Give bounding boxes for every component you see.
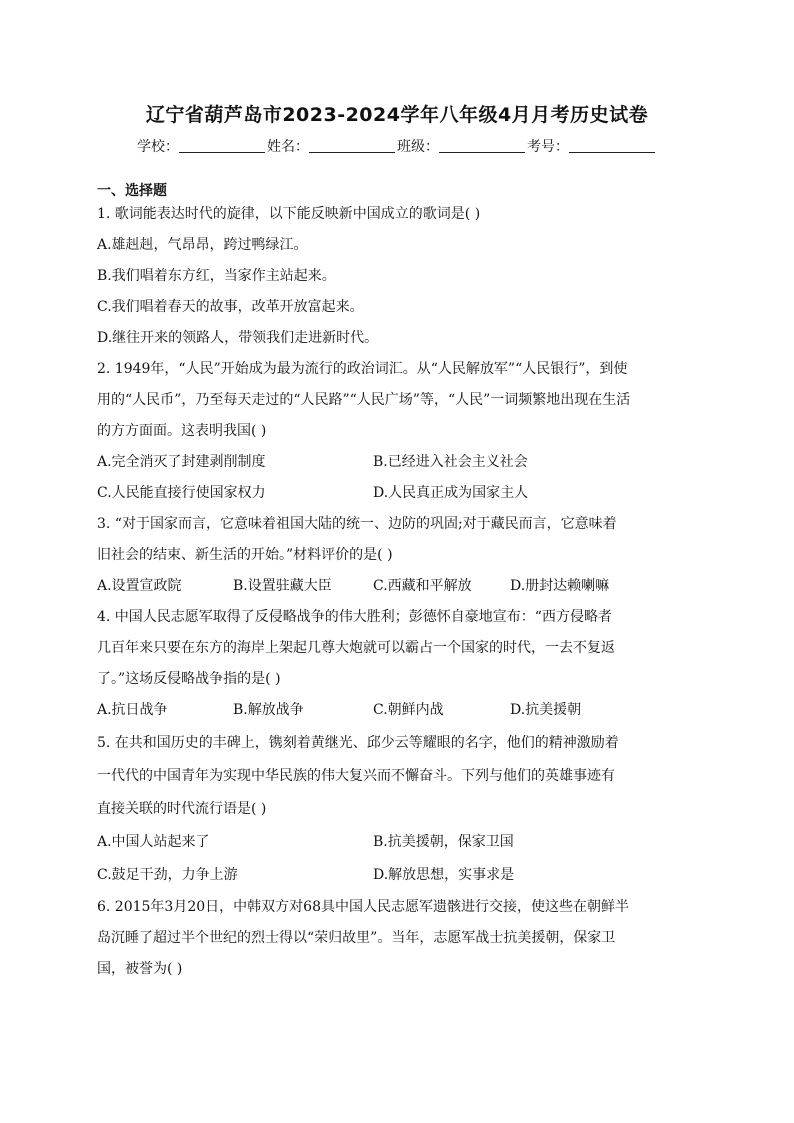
question-2-stem-line-3: 的方方面面。这表明我国( ) bbox=[97, 423, 267, 439]
question-1-option-d: D.继往开来的领路人，带领我们走进新时代。 bbox=[97, 330, 379, 346]
name-blank bbox=[309, 138, 395, 153]
question-4-option-d: D.抗美援朝 bbox=[510, 702, 582, 718]
exam-number-label: 考号： bbox=[527, 139, 569, 155]
question-2-option-d: D.人民真正成为国家主人 bbox=[373, 485, 529, 501]
question-5-stem-line-1: 5. 在共和国历史的丰碑上，镌刻着黄继光、邱少云等耀眼的名字，他们的精神激励着 bbox=[97, 735, 619, 751]
question-1-option-a: A.雄赳赳，气昂昂，跨过鸭绿江。 bbox=[97, 237, 308, 253]
question-5-option-d: D.解放思想，实事求是 bbox=[373, 867, 515, 883]
question-3-option-a: A.设置宣政院 bbox=[97, 578, 182, 594]
question-5-stem-line-3: 直接关联的时代流行语是( ) bbox=[97, 801, 267, 817]
name-label: 姓名： bbox=[267, 139, 309, 155]
question-5-option-b: B.抗美援朝，保家卫国 bbox=[373, 834, 514, 850]
question-6-stem-line-3: 国，被誉为( ) bbox=[97, 961, 183, 977]
question-4-stem-line-3: 了。”这场反侵略战争指的是( ) bbox=[97, 671, 281, 687]
question-5-option-a: A.中国人站起来了 bbox=[97, 834, 210, 850]
question-3-option-b: B.设置驻藏大臣 bbox=[233, 578, 332, 594]
question-4-option-b: B.解放战争 bbox=[233, 702, 304, 718]
question-1-option-b: B.我们唱着东方红，当家作主站起来。 bbox=[97, 268, 336, 284]
question-2-option-b: B.已经进入社会主义社会 bbox=[373, 454, 528, 470]
question-5-stem-line-2: 一代代的中国青年为实现中华民族的伟大复兴而不懈奋斗。下列与他们的英雄事迹有 bbox=[97, 768, 615, 784]
question-4-stem-line-1: 4. 中国人民志愿军取得了反侵略战争的伟大胜利；彭德怀自豪地宣布：“西方侵略者 bbox=[97, 609, 612, 625]
school-label: 学校： bbox=[137, 139, 179, 155]
question-2-option-c: C.人民能直接行使国家权力 bbox=[97, 485, 266, 501]
question-3-option-d: D.册封达赖喇嘛 bbox=[510, 578, 610, 594]
section-heading: 一、选择题 bbox=[97, 183, 167, 199]
question-4-stem-line-2: 几百年来只要在东方的海岸上架起几尊大炮就可以霸占一个国家的时代，一去不复返 bbox=[97, 640, 615, 656]
class-label: 班级： bbox=[397, 139, 439, 155]
exam-title: 辽宁省葫芦岛市2023-2024学年八年级4月月考历史试卷 bbox=[145, 104, 649, 126]
question-5-option-c: C.鼓足干劲，力争上游 bbox=[97, 867, 238, 883]
question-1-option-c: C.我们唱着春天的故事，改革开放富起来。 bbox=[97, 299, 364, 315]
question-2-stem-line-2: 用的“人民币”，乃至每天走过的“人民路”“人民广场”等，“人民”一词频繁地出现在生活 bbox=[97, 392, 631, 408]
question-6-stem-line-2: 岛沉睡了超过半个世纪的烈士得以“荣归故里”。当年，志愿军战士抗美援朝，保家卫 bbox=[97, 930, 616, 946]
question-2-option-a: A.完全消灭了封建剥削制度 bbox=[97, 454, 266, 470]
student-info-line bbox=[0, 136, 794, 156]
question-3-stem-line-1: 3. “对于国家而言，它意味着祖国大陆的统一、边防的巩固;对于藏民而言，它意味着 bbox=[97, 516, 617, 532]
exam-number-blank bbox=[569, 138, 655, 153]
question-4-option-c: C.朝鲜内战 bbox=[373, 702, 444, 718]
school-blank bbox=[179, 138, 265, 153]
question-4-option-a: A.抗日战争 bbox=[97, 702, 168, 718]
question-3-stem-line-2: 旧社会的结束、新生活的开始。”材料评价的是( ) bbox=[97, 547, 393, 563]
question-3-option-c: C.西藏和平解放 bbox=[373, 578, 472, 594]
question-1-stem: 1. 歌词能表达时代的旋律，以下能反映新中国成立的歌词是( ) bbox=[97, 206, 481, 222]
class-blank bbox=[439, 138, 525, 153]
question-2-stem-line-1: 2. 1949年，“人民”开始成为最为流行的政治词汇。从“人民解放军”“人民银行”，到使 bbox=[97, 361, 628, 377]
question-6-stem-line-1: 6. 2015年3月20日，中韩双方对68具中国人民志愿军遗骸进行交接，使这些在朝鲜半 bbox=[97, 899, 629, 915]
